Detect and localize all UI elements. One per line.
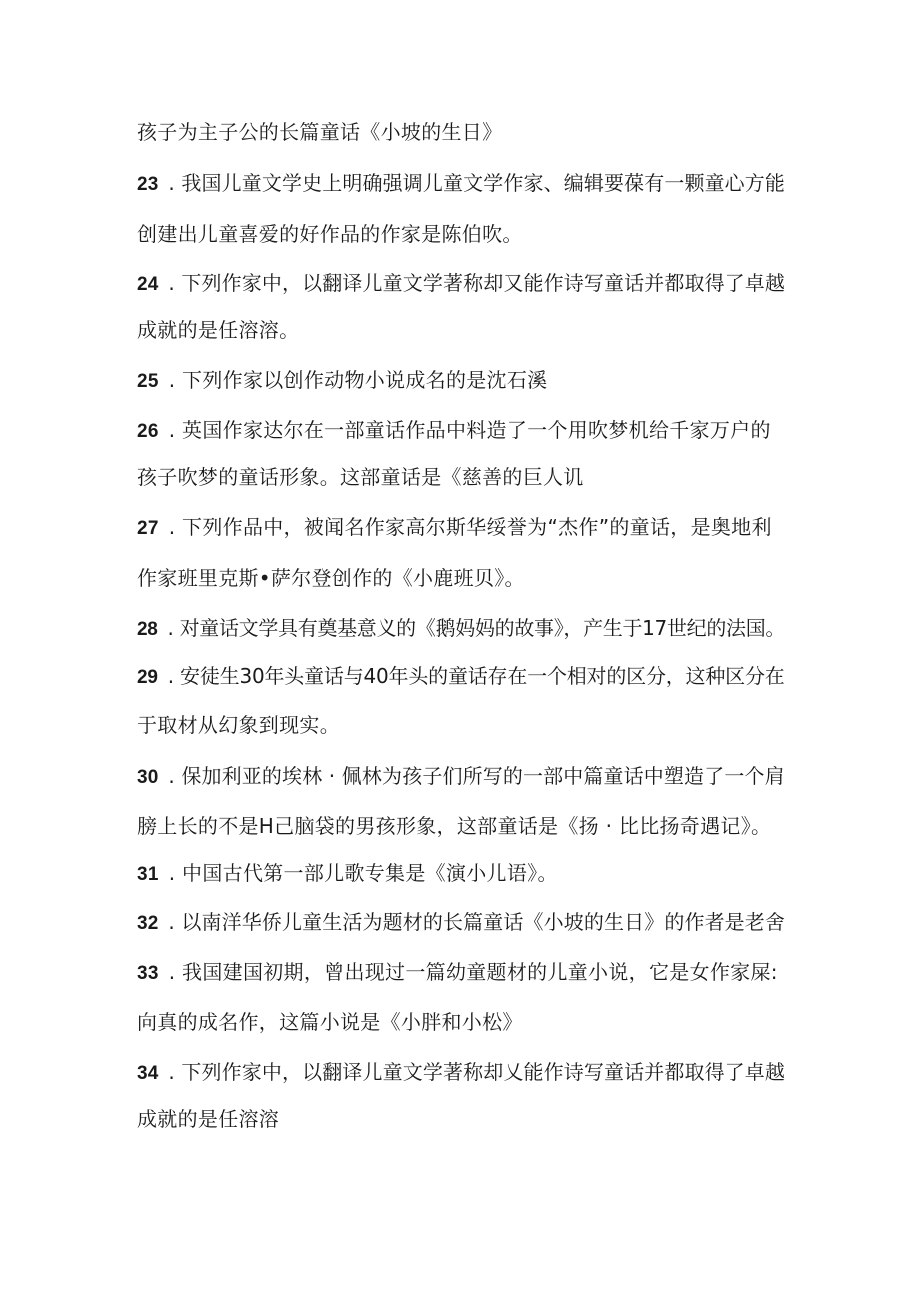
item-number: 24 bbox=[137, 274, 159, 295]
line-text: 创建出儿童喜爱的好作品的作家是陈伯吹。 bbox=[137, 222, 523, 246]
text-line bbox=[137, 168, 785, 198]
text-line bbox=[137, 117, 502, 147]
text-line bbox=[137, 811, 771, 841]
text-line bbox=[137, 858, 558, 888]
text-line bbox=[137, 761, 785, 791]
item-number: 34 bbox=[137, 1063, 159, 1084]
item-number: 29 bbox=[137, 667, 158, 688]
line-text: 膀上长的不是H己脑袋的男孩形象，这部童话是《扬 · 比比扬奇遇记》。 bbox=[137, 814, 772, 838]
line-text: . 安徒生30年头童话与40年头的童话存在一个相对的区分，这种区分在 bbox=[167, 664, 785, 688]
line-text: . 下列作家以创作动物小说成名的是沈石溪 bbox=[168, 368, 548, 392]
line-text: 于取材从幻象到现实。 bbox=[137, 713, 340, 737]
text-line bbox=[137, 512, 772, 542]
text-line bbox=[137, 219, 523, 249]
text-line bbox=[137, 613, 785, 643]
line-text: . 英国作家达尔在一部童话作品中料造了一个用吹梦机给千家万户的 bbox=[168, 418, 771, 442]
line-text: . 对童话文学具有奠基意义的《鹅妈妈的故事》，产生于17世纪的法国。 bbox=[167, 616, 786, 640]
line-text: 成就的是任溶溶。 bbox=[137, 318, 300, 342]
line-text: . 以南洋华侨儿童生活为题材的长篇童话《小坡的生日》的作者是老舍 bbox=[168, 910, 786, 934]
item-number: 26 bbox=[137, 421, 159, 442]
line-text: 作家班里克斯•萨尔登创作的《小鹿班贝》。 bbox=[137, 566, 525, 590]
text-line bbox=[137, 710, 340, 740]
line-text: 成就的是任溶溶 bbox=[137, 1107, 280, 1131]
item-number: 25 bbox=[137, 371, 159, 392]
text-line bbox=[137, 365, 547, 395]
item-number: 23 bbox=[137, 174, 159, 195]
line-text: . 保加利亚的埃林 · 佩林为孩子们所写的一部中篇童话中塑造了一个肩 bbox=[168, 764, 785, 788]
item-number: 30 bbox=[137, 767, 159, 788]
text-line bbox=[137, 268, 785, 298]
line-text: 孩子为主子公的长篇童话《小坡的生日》 bbox=[137, 120, 503, 144]
text-line bbox=[137, 907, 785, 937]
text-line bbox=[137, 1104, 279, 1134]
text-line bbox=[137, 415, 771, 445]
text-line bbox=[137, 957, 778, 987]
item-number: 32 bbox=[137, 913, 159, 934]
text-line bbox=[137, 661, 785, 691]
line-text: . 我国儿童文学史上明确强调儿童文学作家、编辑要葆有一颗童心方能 bbox=[168, 171, 786, 195]
line-text: . 我国建国初期，曾出现过一篇幼童题材的儿童小说，它是女作家屎: bbox=[168, 960, 778, 984]
line-text: . 下列作品中，被闻名作家高尔斯华绥誉为“杰作”的童话，是奥地利 bbox=[168, 515, 772, 539]
line-text: . 下列作家中，以翻译儿童文学著称却乂能作诗写童话并都取得了卓越 bbox=[168, 1060, 786, 1084]
text-line bbox=[137, 315, 299, 345]
item-number: 33 bbox=[137, 963, 159, 984]
text-line bbox=[137, 1007, 523, 1037]
item-number: 27 bbox=[137, 518, 159, 539]
line-text: . 下列作家中，以翻译儿童文学著称却又能作诗写童话并都取得了卓越 bbox=[168, 271, 786, 295]
text-line bbox=[137, 462, 584, 492]
item-number: 28 bbox=[137, 619, 158, 640]
line-text: 向真的成名作，这篇小说是《小胖和小松》 bbox=[137, 1010, 523, 1034]
item-number: 31 bbox=[137, 864, 159, 885]
text-line bbox=[137, 1057, 785, 1087]
line-text: 孩子吹梦的童话形象。这部童话是《慈善的巨人讥 bbox=[137, 465, 584, 489]
text-line bbox=[137, 563, 525, 593]
line-text: . 中国古代第一部儿歌专集是《演小儿语》。 bbox=[168, 861, 558, 885]
